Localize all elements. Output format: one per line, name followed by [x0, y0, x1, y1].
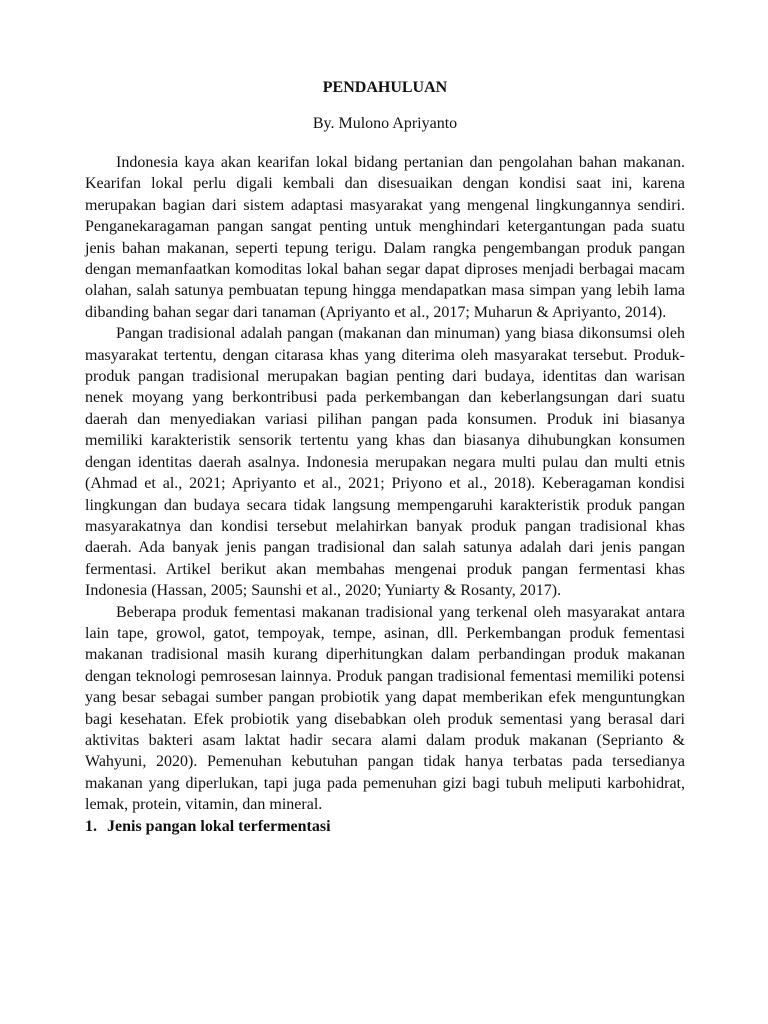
paragraph-1: Indonesia kaya akan kearifan lokal bidang pertanian dan pengolahan bahan makanan. Kearifan lokal perlu digali kembali dan disesuaikan dengan kondisi saat ini, karena merupakan bagian dari sistem adaptasi masyarakat yang mengenal lingkungannya sendiri. Penganekaragaman pangan sangat penting untuk menghindari ketergantungan pada suatu jenis bahan makanan, seperti tepung terigu. Dalam rangka pengembangan produk pangan dengan memanfaatkan komoditas lokal bahan segar dapat diproses menjadi berbagai macam olahan, salah satunya pembuatan tepung hingga mendapatkan masa simpan yang lebih lama dibanding bahan segar dari tanaman (Apriyanto et al., 2017; Muharun & Apriyanto, 2014).	[85, 154, 685, 321]
paragraph-3: Beberapa produk fementasi makanan tradisional yang terkenal oleh masyarakat antara lain tape, growol, gatot, tempoyak, tempe, asinan, dll. Perkembangan produk fementasi makanan tradisional masih kurang diperhitungkan dalam perbandingan produk makanan dengan teknologi pemrosesan lainnya. Produk pangan tradisional fementasi memiliki potensi yang besar sebagai sumber pangan probiotik yang dapat memberikan efek menguntungkan bagi kesehatan. Efek probiotik yang disebabkan oleh produk sementasi yang berasal dari aktivitas bakteri asam laktat hadir secara alami dalam produk makanan (Seprianto & Wahyuni, 2020). Pemenuhan kebutuhan pangan tidak hanya terbatas pada tersedianya makanan yang diperlukan, tapi juga pada pemenuhan gizi bagi tubuh meliputi karbohidrat, lemak, protein, vitamin, dan mineral.	[85, 603, 685, 814]
section-heading	[85, 816, 685, 838]
section-heading-text: Jenis pangan lokal terfermentasi	[107, 817, 331, 835]
page-title: PENDAHULUAN	[322, 79, 448, 96]
paragraph-2: Pangan tradisional adalah pangan (makanan dan minuman) yang biasa dikonsumsi oleh masyarakat tertentu, dengan citarasa khas yang diterima oleh masyarakat tersebut. Produk-produk pangan tradisional merupakan bagian penting dari budaya, identitas dan warisan nenek moyang yang berkontribusi pada perkembangan dan keberlangsungan dari suatu daerah dan menyediakan variasi pilihan pangan pada konsumen. Produk ini biasanya memiliki karakteristik sensorik tertentu yang khas dan biasanya dihubungkan konsumen dengan identitas daerah asalnya. Indonesia merupakan negara multi pulau dan multi etnis (Ahmad et al., 2021; Apriyanto et al., 2021; Priyono et al., 2018). Keberagaman kondisi lingkungan dan budaya secara tidak langsung mempengaruhi karakteristik produk pangan masyarakatnya dan kondisi tersebut melahirkan banyak produk pangan tradisional khas daerah. Ada banyak jenis pangan tradisional dan salah satunya adalah dari jenis pangan fermentasi. Artikel berikut akan membahas mengenai produk pangan fermentasi khas Indonesia (Hassan, 2005; Saunshi et al., 2020; Yuniarty & Rosanty, 2017).	[85, 325, 685, 600]
section-number: 1.	[85, 817, 97, 835]
document-page	[85, 76, 685, 838]
author-byline: By. Mulono Apriyanto	[312, 115, 458, 132]
